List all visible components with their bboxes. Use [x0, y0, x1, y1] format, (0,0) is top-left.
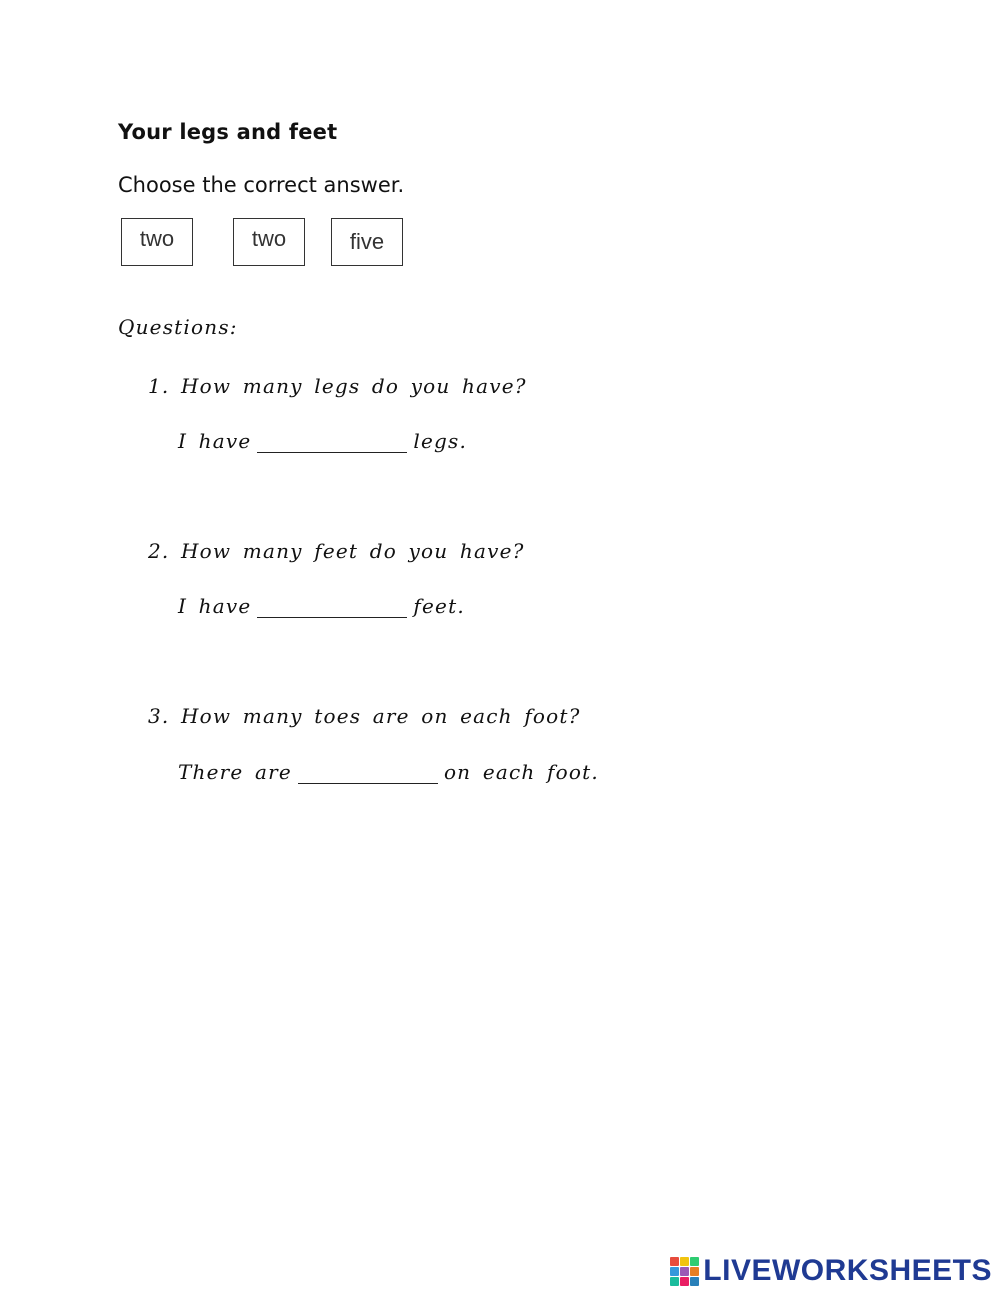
questions-label: Questions:: [118, 315, 238, 339]
answer-suffix: feet.: [413, 594, 465, 618]
question-2-prompt: 2. How many feet do you have?: [148, 539, 525, 563]
word-bank-option[interactable]: [233, 218, 305, 266]
answer-blank-3[interactable]: [298, 761, 438, 784]
word-bank-option-label: two: [251, 226, 287, 251]
logo-block: [670, 1267, 679, 1276]
answer-blank-2[interactable]: [257, 595, 407, 618]
word-bank-option[interactable]: [121, 218, 193, 266]
question-1-answer-line: [178, 429, 467, 453]
logo-block: [680, 1277, 689, 1286]
question-3-answer-line: [178, 760, 599, 784]
answer-blank-1[interactable]: [257, 430, 407, 453]
logo-block: [690, 1257, 699, 1266]
logo-block: [670, 1277, 679, 1286]
logo-block: [690, 1267, 699, 1276]
brand-name: LIVEWORKSHEETS: [703, 1254, 992, 1287]
question-1-prompt: 1. How many legs do you have?: [148, 374, 527, 398]
logo-block: [670, 1257, 679, 1266]
question-3-prompt: 3. How many toes are on each foot?: [148, 704, 581, 728]
answer-prefix: There are: [178, 760, 292, 784]
logo-block: [690, 1277, 699, 1286]
word-bank-option[interactable]: [331, 218, 403, 266]
word-bank-option-label: two: [139, 226, 175, 251]
worksheet-title: Your legs and feet: [118, 120, 338, 144]
answer-suffix: legs.: [413, 429, 468, 453]
logo-block: [680, 1257, 689, 1266]
answer-suffix: on each foot.: [443, 760, 599, 784]
instruction-text: Choose the correct answer.: [118, 173, 405, 197]
liveworksheets-logo: [670, 1253, 992, 1289]
question-2-answer-line: [178, 594, 465, 618]
answer-prefix: I have: [178, 594, 252, 618]
word-bank-option-label: five: [349, 229, 385, 254]
answer-prefix: I have: [178, 429, 252, 453]
logo-blocks-icon: [670, 1257, 699, 1286]
logo-block: [680, 1267, 689, 1276]
